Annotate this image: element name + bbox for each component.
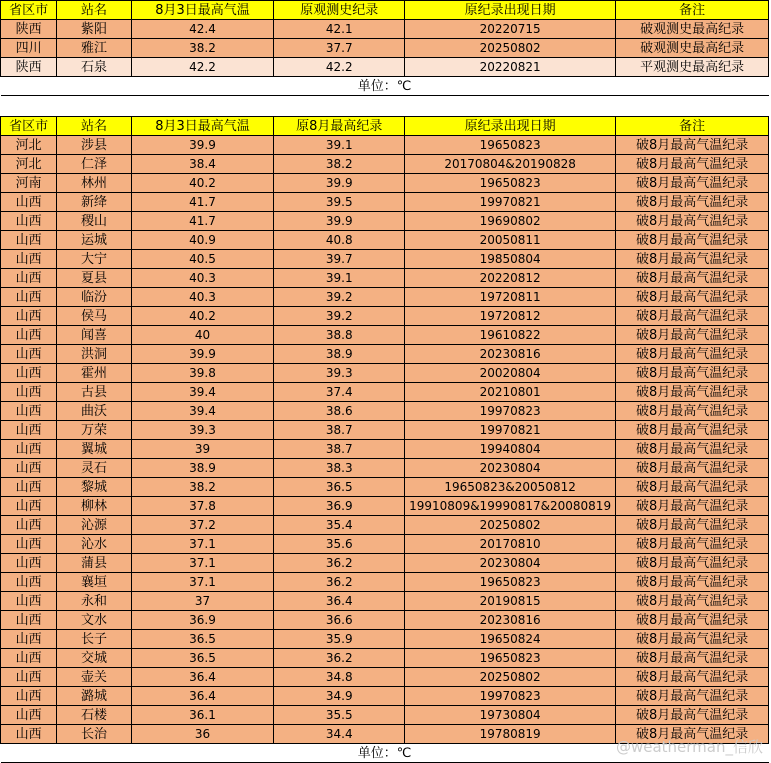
table-cell: 37.8 <box>131 497 274 516</box>
table-cell: 20250802 <box>405 668 616 687</box>
table-cell: 山西 <box>1 687 57 706</box>
table-cell: 41.7 <box>131 193 274 212</box>
column-header: 原纪录出现日期 <box>405 117 616 136</box>
table-cell: 蒲县 <box>57 554 131 573</box>
table-cell: 永和 <box>57 592 131 611</box>
table-cell: 破8月最高气温纪录 <box>616 193 769 212</box>
table-cell: 36.4 <box>274 592 405 611</box>
record-table-history <box>0 0 769 96</box>
table-cell: 破8月最高气温纪录 <box>616 516 769 535</box>
table-cell: 山西 <box>1 383 57 402</box>
table-cell: 陕西 <box>1 58 57 77</box>
header-row <box>1 1 769 20</box>
table-cell: 20220715 <box>405 20 616 39</box>
table-cell: 仁泽 <box>57 155 131 174</box>
table-cell: 36.5 <box>274 478 405 497</box>
table-cell: 闻喜 <box>57 326 131 345</box>
table-row <box>1 364 769 383</box>
table-row <box>1 611 769 630</box>
table-cell: 38.2 <box>131 478 274 497</box>
table-cell: 19850804 <box>405 250 616 269</box>
table-cell: 40 <box>131 326 274 345</box>
table-cell: 山西 <box>1 345 57 364</box>
table-cell: 破8月最高气温纪录 <box>616 649 769 668</box>
table-cell: 36.2 <box>274 649 405 668</box>
table-cell: 37.2 <box>131 516 274 535</box>
table-cell: 20050811 <box>405 231 616 250</box>
table-cell: 20170804&20190828 <box>405 155 616 174</box>
table-cell: 襄垣 <box>57 573 131 592</box>
table-cell: 37.4 <box>274 383 405 402</box>
table-cell: 破8月最高气温纪录 <box>616 345 769 364</box>
table-cell: 38.7 <box>274 440 405 459</box>
table-cell: 40.3 <box>131 288 274 307</box>
table-row <box>1 535 769 554</box>
table-cell: 39.4 <box>131 383 274 402</box>
table-cell: 山西 <box>1 592 57 611</box>
table-cell: 36.9 <box>131 611 274 630</box>
table-cell: 长子 <box>57 630 131 649</box>
table-cell: 40.2 <box>131 307 274 326</box>
table-cell: 39.3 <box>274 364 405 383</box>
column-header: 省区市 <box>1 1 57 20</box>
table-row <box>1 440 769 459</box>
table-cell: 19940804 <box>405 440 616 459</box>
table-cell: 39.1 <box>274 269 405 288</box>
table-cell: 破8月最高气温纪录 <box>616 136 769 155</box>
table-cell: 陕西 <box>1 20 57 39</box>
table-cell: 20230804 <box>405 554 616 573</box>
table-cell: 破8月最高气温纪录 <box>616 706 769 725</box>
table-cell: 破8月最高气温纪录 <box>616 459 769 478</box>
column-header: 8月3日最高气温 <box>131 117 274 136</box>
table-cell: 稷山 <box>57 212 131 231</box>
table-cell: 19650823 <box>405 136 616 155</box>
table-cell: 39.5 <box>274 193 405 212</box>
table-cell: 山西 <box>1 630 57 649</box>
table-cell: 山西 <box>1 725 57 744</box>
column-header: 原纪录出现日期 <box>405 1 616 20</box>
table-cell: 破8月最高气温纪录 <box>616 611 769 630</box>
table-cell: 运城 <box>57 231 131 250</box>
table-row <box>1 307 769 326</box>
table-cell: 涉县 <box>57 136 131 155</box>
table-cell: 19650823&20050812 <box>405 478 616 497</box>
table-cell: 破8月最高气温纪录 <box>616 383 769 402</box>
table-row <box>1 193 769 212</box>
table-cell: 36.2 <box>274 554 405 573</box>
table-row <box>1 39 769 58</box>
table-row <box>1 402 769 421</box>
table-cell: 潞城 <box>57 687 131 706</box>
table-row <box>1 421 769 440</box>
table-cell: 36 <box>131 725 274 744</box>
table-cell: 37.7 <box>274 39 405 58</box>
table-cell: 20230804 <box>405 459 616 478</box>
table-cell: 石楼 <box>57 706 131 725</box>
table-cell: 38.9 <box>131 459 274 478</box>
table-cell: 36.2 <box>274 573 405 592</box>
table-cell: 交城 <box>57 649 131 668</box>
table-cell: 河南 <box>1 174 57 193</box>
table-cell: 灵石 <box>57 459 131 478</box>
table-cell: 林州 <box>57 174 131 193</box>
table-cell: 万荣 <box>57 421 131 440</box>
table-cell: 壶关 <box>57 668 131 687</box>
table-cell: 山西 <box>1 193 57 212</box>
table-row <box>1 155 769 174</box>
table-cell: 破8月最高气温纪录 <box>616 421 769 440</box>
table-cell: 42.4 <box>131 20 274 39</box>
table-row <box>1 687 769 706</box>
table-cell: 山西 <box>1 212 57 231</box>
table-cell: 沁源 <box>57 516 131 535</box>
table-row <box>1 20 769 39</box>
table-cell: 破8月最高气温纪录 <box>616 402 769 421</box>
table-cell: 39.8 <box>131 364 274 383</box>
column-header: 省区市 <box>1 117 57 136</box>
table-row <box>1 478 769 497</box>
table-cell: 37.1 <box>131 535 274 554</box>
table-cell: 40.2 <box>131 174 274 193</box>
table-cell: 19970821 <box>405 421 616 440</box>
table-cell: 山西 <box>1 364 57 383</box>
table-cell: 雅江 <box>57 39 131 58</box>
table-cell: 破8月最高气温纪录 <box>616 364 769 383</box>
table-cell: 破8月最高气温纪录 <box>616 573 769 592</box>
table-cell: 20230816 <box>405 611 616 630</box>
table-cell: 侯马 <box>57 307 131 326</box>
table-cell: 20230816 <box>405 345 616 364</box>
table-cell: 山西 <box>1 421 57 440</box>
table-cell: 39.9 <box>131 345 274 364</box>
table-cell: 36.4 <box>131 668 274 687</box>
watermark: @weatherman_信欣 <box>615 738 763 756</box>
table-row <box>1 58 769 77</box>
table-cell: 40.3 <box>131 269 274 288</box>
table-cell: 39.1 <box>274 136 405 155</box>
table-row <box>1 383 769 402</box>
table-cell: 38.8 <box>274 326 405 345</box>
table-row <box>1 649 769 668</box>
table-cell: 破8月最高气温纪录 <box>616 497 769 516</box>
table-cell: 34.8 <box>274 668 405 687</box>
table-cell: 洪洞 <box>57 345 131 364</box>
table-cell: 19610822 <box>405 326 616 345</box>
table-cell: 破8月最高气温纪录 <box>616 155 769 174</box>
unit-row <box>1 77 769 96</box>
unit-label: 单位：℃ <box>1 744 769 763</box>
table-cell: 39.9 <box>274 212 405 231</box>
table-cell: 山西 <box>1 288 57 307</box>
table-cell: 42.2 <box>131 58 274 77</box>
table-cell: 38.2 <box>274 155 405 174</box>
table-row <box>1 269 769 288</box>
table-cell: 38.3 <box>274 459 405 478</box>
table-cell: 20220812 <box>405 269 616 288</box>
table-cell: 19970823 <box>405 687 616 706</box>
table-cell: 山西 <box>1 326 57 345</box>
table-cell: 34.4 <box>274 725 405 744</box>
table-cell: 19650823 <box>405 174 616 193</box>
table-cell: 古县 <box>57 383 131 402</box>
table-cell: 38.7 <box>274 421 405 440</box>
table-cell: 19780819 <box>405 725 616 744</box>
table-cell: 破8月最高气温纪录 <box>616 288 769 307</box>
table-cell: 紫阳 <box>57 20 131 39</box>
table-cell: 破8月最高气温纪录 <box>616 326 769 345</box>
table-cell: 山西 <box>1 668 57 687</box>
table-cell: 20190815 <box>405 592 616 611</box>
table-cell: 37.1 <box>131 573 274 592</box>
table-cell: 34.9 <box>274 687 405 706</box>
table-cell: 临汾 <box>57 288 131 307</box>
table-cell: 山西 <box>1 554 57 573</box>
table-cell: 破8月最高气温纪录 <box>616 250 769 269</box>
unit-label: 单位：℃ <box>1 77 769 96</box>
table-cell: 河北 <box>1 155 57 174</box>
table-cell: 破观测史最高纪录 <box>616 39 769 58</box>
table-cell: 19690802 <box>405 212 616 231</box>
column-header: 站名 <box>57 1 131 20</box>
table-cell: 39 <box>131 440 274 459</box>
table-row <box>1 592 769 611</box>
table-cell: 破观测史最高纪录 <box>616 20 769 39</box>
table-cell: 曲沃 <box>57 402 131 421</box>
table-cell: 破8月最高气温纪录 <box>616 269 769 288</box>
table-cell: 20170810 <box>405 535 616 554</box>
table-cell: 20020804 <box>405 364 616 383</box>
table-cell: 翼城 <box>57 440 131 459</box>
table-cell: 19650823 <box>405 649 616 668</box>
table-cell: 山西 <box>1 250 57 269</box>
table-cell: 42.2 <box>274 58 405 77</box>
table-cell: 石泉 <box>57 58 131 77</box>
table-cell: 39.9 <box>274 174 405 193</box>
table-cell: 山西 <box>1 402 57 421</box>
table-cell: 山西 <box>1 459 57 478</box>
table-cell: 沁水 <box>57 535 131 554</box>
table-cell: 破8月最高气温纪录 <box>616 554 769 573</box>
table-cell: 山西 <box>1 307 57 326</box>
table-cell: 39.9 <box>131 136 274 155</box>
table-cell: 20210801 <box>405 383 616 402</box>
table-cell: 36.9 <box>274 497 405 516</box>
table-cell: 破8月最高气温纪录 <box>616 174 769 193</box>
header-row <box>1 117 769 136</box>
table-cell: 山西 <box>1 649 57 668</box>
table-cell: 20250802 <box>405 39 616 58</box>
table-row <box>1 516 769 535</box>
table-cell: 42.1 <box>274 20 405 39</box>
table-cell: 20250802 <box>405 516 616 535</box>
table-cell: 平观测史最高纪录 <box>616 58 769 77</box>
table-cell: 36.5 <box>131 649 274 668</box>
table-cell: 河北 <box>1 136 57 155</box>
table-row <box>1 136 769 155</box>
table-row <box>1 326 769 345</box>
table-cell: 破8月最高气温纪录 <box>616 725 769 744</box>
table-cell: 35.4 <box>274 516 405 535</box>
table-cell: 夏县 <box>57 269 131 288</box>
table-cell: 四川 <box>1 39 57 58</box>
table-cell: 山西 <box>1 497 57 516</box>
table-cell: 19720811 <box>405 288 616 307</box>
table-cell: 破8月最高气温纪录 <box>616 592 769 611</box>
table-row <box>1 288 769 307</box>
table-cell: 41.7 <box>131 212 274 231</box>
table-row <box>1 212 769 231</box>
table-cell: 山西 <box>1 478 57 497</box>
table-cell: 38.9 <box>274 345 405 364</box>
table-cell: 山西 <box>1 269 57 288</box>
table-cell: 破8月最高气温纪录 <box>616 687 769 706</box>
table-cell: 破8月最高气温纪录 <box>616 440 769 459</box>
table-cell: 40.5 <box>131 250 274 269</box>
table-cell: 山西 <box>1 535 57 554</box>
column-header: 站名 <box>57 117 131 136</box>
table-row <box>1 668 769 687</box>
table-cell: 38.2 <box>131 39 274 58</box>
table-cell: 38.6 <box>274 402 405 421</box>
table-cell: 37.1 <box>131 554 274 573</box>
table-cell: 19970823 <box>405 402 616 421</box>
table-cell: 破8月最高气温纪录 <box>616 307 769 326</box>
table-cell: 山西 <box>1 573 57 592</box>
table-cell: 19720812 <box>405 307 616 326</box>
table-cell: 19730804 <box>405 706 616 725</box>
table-cell: 35.9 <box>274 630 405 649</box>
column-header: 原8月最高纪录 <box>274 117 405 136</box>
table-row <box>1 554 769 573</box>
table-cell: 39.2 <box>274 288 405 307</box>
table-cell: 霍州 <box>57 364 131 383</box>
table-cell: 20220821 <box>405 58 616 77</box>
table-row <box>1 459 769 478</box>
table-cell: 破8月最高气温纪录 <box>616 668 769 687</box>
table-cell: 山西 <box>1 516 57 535</box>
table-cell: 山西 <box>1 611 57 630</box>
table-cell: 长治 <box>57 725 131 744</box>
table-cell: 39.7 <box>274 250 405 269</box>
table-cell: 黎城 <box>57 478 131 497</box>
table-cell: 19650823 <box>405 573 616 592</box>
column-header: 原观测史纪录 <box>274 1 405 20</box>
table-cell: 38.4 <box>131 155 274 174</box>
table-cell: 大宁 <box>57 250 131 269</box>
table-cell: 19970821 <box>405 193 616 212</box>
table-cell: 破8月最高气温纪录 <box>616 231 769 250</box>
table-cell: 19650824 <box>405 630 616 649</box>
table-row <box>1 231 769 250</box>
table-row <box>1 706 769 725</box>
table-cell: 40.9 <box>131 231 274 250</box>
table-cell: 39.3 <box>131 421 274 440</box>
table-cell: 36.6 <box>274 611 405 630</box>
table-cell: 柳林 <box>57 497 131 516</box>
column-header: 备注 <box>616 117 769 136</box>
table-row <box>1 573 769 592</box>
table-cell: 山西 <box>1 440 57 459</box>
table-cell: 39.4 <box>131 402 274 421</box>
table-cell: 破8月最高气温纪录 <box>616 630 769 649</box>
table-cell: 文水 <box>57 611 131 630</box>
table-cell: 破8月最高气温纪录 <box>616 535 769 554</box>
table-cell: 36.5 <box>131 630 274 649</box>
table-cell: 35.6 <box>274 535 405 554</box>
table-cell: 山西 <box>1 706 57 725</box>
table-row <box>1 174 769 193</box>
table-cell: 36.1 <box>131 706 274 725</box>
table-cell: 新绛 <box>57 193 131 212</box>
column-header: 8月3日最高气温 <box>131 1 274 20</box>
table-row <box>1 497 769 516</box>
table-cell: 40.8 <box>274 231 405 250</box>
table-cell: 36.4 <box>131 687 274 706</box>
table-cell: 破8月最高气温纪录 <box>616 478 769 497</box>
table-cell: 破8月最高气温纪录 <box>616 212 769 231</box>
table-cell: 35.5 <box>274 706 405 725</box>
table-row <box>1 630 769 649</box>
table-cell: 37 <box>131 592 274 611</box>
table-row <box>1 345 769 364</box>
column-header: 备注 <box>616 1 769 20</box>
table-cell: 39.2 <box>274 307 405 326</box>
record-table-august <box>0 116 769 763</box>
table-cell: 19910809&19990817&20080819 <box>405 497 616 516</box>
table-cell: 山西 <box>1 231 57 250</box>
table-row <box>1 250 769 269</box>
